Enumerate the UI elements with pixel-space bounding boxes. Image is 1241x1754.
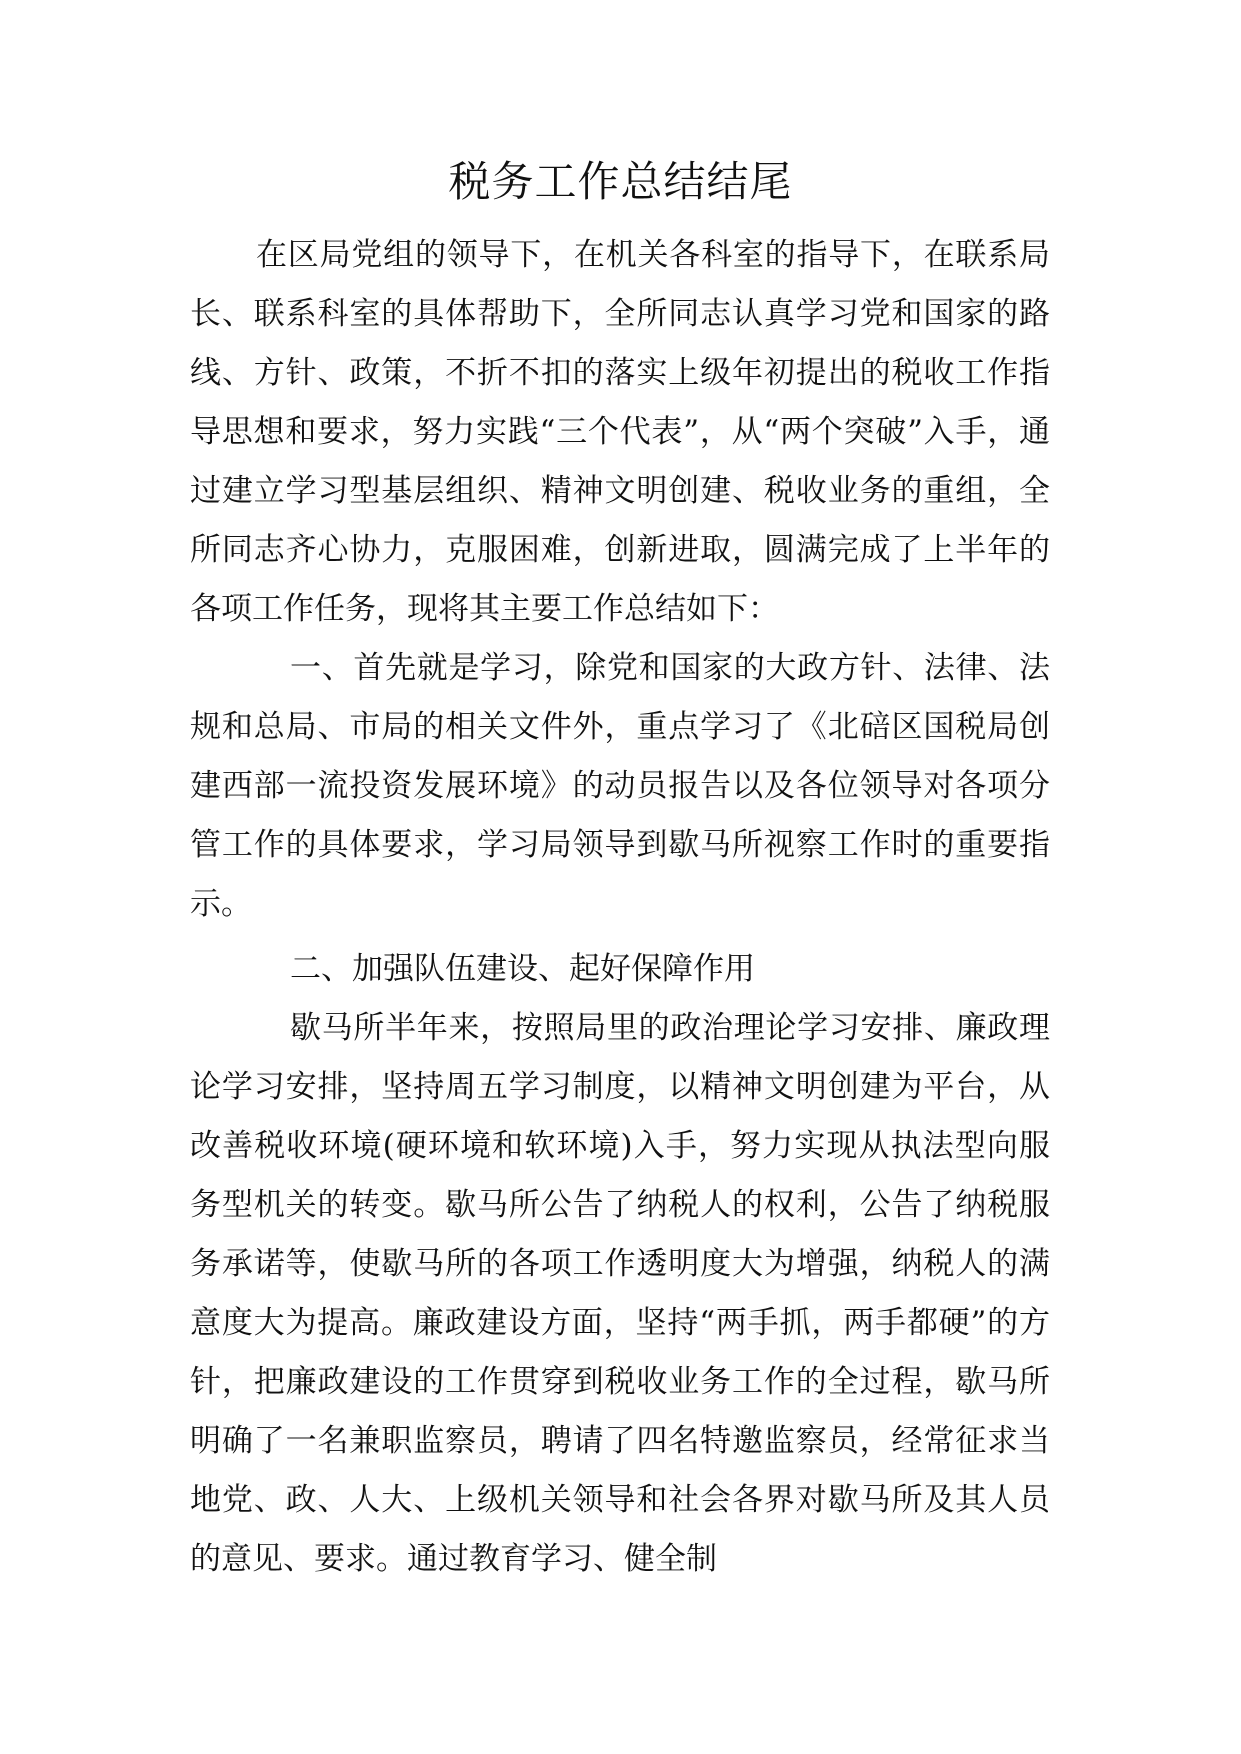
document-body	[190, 226, 1050, 1589]
section-heading-two: 二、加强队伍建设、起好保障作用	[290, 951, 755, 987]
paragraph-section-two: 歇马所半年来，按照局里的政治理论学习安排、廉政理论学习安排，坚持周五学习制度，以精神文明创建为平台，从改善税收环境(硬环境和软环境)入手，努力实现从执法型向服务型机关的转变。歇马所公告了纳税人的权利，公告了纳税服务承诺等，使歇马所的各项工作透明度大为增强，纳税人的满意度大为提高。廉政建设方面，坚持“两手抓，两手都硬”的方针，把廉政建设的工作贯穿到税收业务工作的全过程，歇马所明确了一名兼职监察员，聘请了四名特邀监察员，经常征求当地党、政、人大、上级机关领导和社会各界对歇马所及其人员的意见、要求。通过教育学习、健全制	[190, 1010, 1050, 1577]
document-title: 税务工作总结结尾	[448, 157, 793, 206]
paragraph-section-one: 一、首先就是学习，除党和国家的大政方针、法律、法规和总局、市局的相关文件外，重点学习了《北碚区国税局创建西部一流投资发展环境》的动员报告以及各位领导对各项分管工作的具体要求，学习局领导到歇马所视察工作时的重要指示。	[190, 650, 1050, 922]
paragraph-intro: 在区局党组的领导下，在机关各科室的指导下，在联系局长、联系科室的具体帮助下，全所同志认真学习党和国家的路线、方针、政策，不折不扣的落实上级年初提出的税收工作指导思想和要求，努力实践“三个代表”，从“两个突破”入手，通过建立学习型基层组织、精神文明创建、税收业务的重组，全所同志齐心协力，克服困难，创新进取，圆满完成了上半年的各项工作任务，现将其主要工作总结如下：	[190, 237, 1050, 627]
